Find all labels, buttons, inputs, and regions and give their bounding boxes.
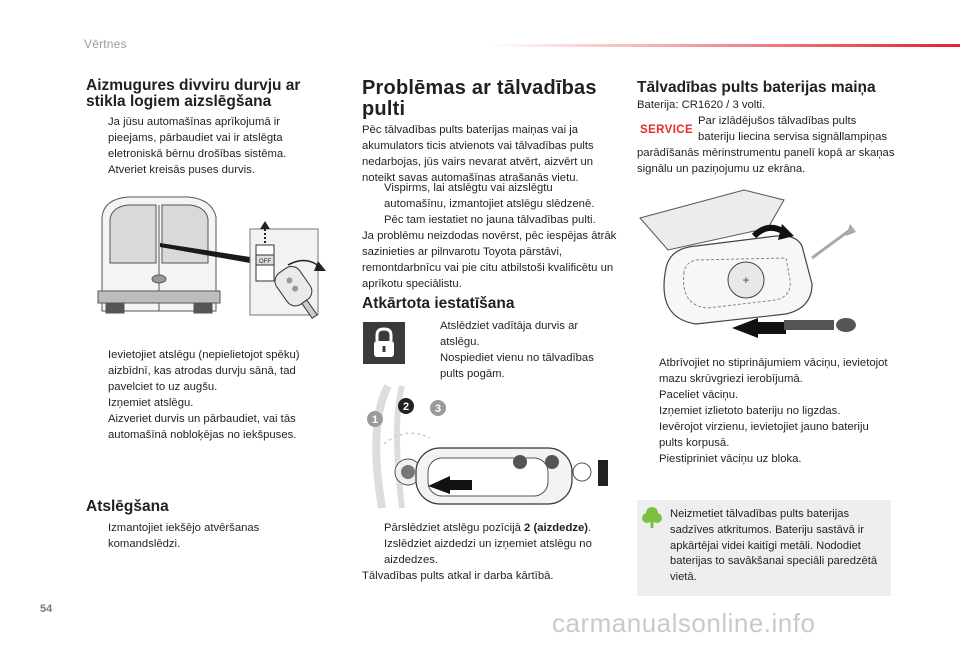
remote-problems-intro: Pēc tālvadības pults baterijas maiņas vai ja akumulators ticis atvienots vai tālvadības pults nedarbojas, jūs vairs nevarat atvērt, aizvērt un noteikt savas automašīnas atrašanās vietu. [362, 124, 594, 184]
eco-tree-icon [640, 505, 664, 529]
battery-change-bullets [637, 355, 895, 467]
rear-door-bullets-top [86, 114, 326, 178]
list-item: Izslēdziet aizdedzi un izņemiet atslēgu no aizdedzes. [384, 538, 592, 566]
service-text-rest: parādīšanās mērinstrumentu panelī kopā ar skaņas signālu un paziņojumu uz ekrāna. [637, 147, 895, 175]
step-3-label: 3 [434, 403, 442, 415]
battery-type: Baterija: CR1620 / 3 volti. [637, 99, 766, 111]
reset-final-bullets [362, 520, 620, 568]
lock-icon [363, 322, 405, 364]
service-text-line1: Par izlādējušos tālvadības pults [698, 115, 857, 127]
step-1-label: 1 [371, 414, 379, 426]
rear-door-lock-title: Aizmugures divviru durvju ar stikla logiem aizslēgšana [86, 77, 301, 111]
service-warning-icon: SERVICE [640, 124, 694, 136]
remote-problems-bullets [362, 180, 617, 228]
list-item: Ievietojiet atslēgu (nepielietojot spēku) aizbīdnī, kas atrodas durvju sānā, tad pavelciet to uz augšu. [108, 349, 300, 393]
list-item: Atbrīvojiet no stiprinājumiem vāciņu, ievietojot mazu skrūvgriezi ierobījumā. [659, 357, 888, 385]
list-item: Nospiediet vienu no tālvadības pults pogām. [440, 352, 594, 380]
page-number: 54 [40, 603, 53, 615]
van-rear-door-illustration [88, 193, 338, 323]
list-item: Piestipriniet vāciņu uz bloka. [659, 453, 802, 465]
list-item: Izmantojiet iekšējo atvēršanas komandslēdzi. [108, 522, 260, 550]
watermark: carmanualsonline.info [552, 608, 816, 638]
reset-final-text: Tālvadības pults atkal ir darba kārtībā. [362, 570, 554, 582]
ignition-key-illustration [362, 384, 614, 510]
reset-bullets [418, 318, 618, 382]
off-switch-label: OFF [259, 259, 271, 265]
reset-title: Atkārtota iestatīšana [362, 295, 515, 312]
unlocking-bullets [86, 520, 326, 552]
list-item: Aizveriet durvis un pārbaudiet, vai tās automašīnā nobloķējas no iekšpuses. [108, 413, 297, 441]
list-item: Pēc tam iestatiet no jauna tālvadības pulti. [384, 214, 596, 226]
unlocking-title: Atslēgšana [86, 498, 169, 515]
svg-text:+: + [742, 273, 750, 287]
remote-problems-outro: Ja problēmu neizdodas novērst, pēc iespējas ātrāk sazinieties ar pilnvarotu Toyota pārstāvi, remontdarbnīcu vai pie citu atbilstoši kvalificētu un aprīkotu speciālistu. [362, 230, 617, 290]
rear-door-bullets-bottom [86, 347, 326, 443]
header-accent-bar [490, 44, 960, 47]
remote-battery-illustration [636, 188, 858, 346]
list-item: Pārslēdziet atslēgu pozīcijā 2 (aizdedze). [384, 522, 592, 534]
list-item: Atveriet kreisās puses durvis. [108, 164, 255, 176]
list-item: Ja jūsu automašīnas aprīkojumā ir pieejams, pārbaudiet vai ir atslēgta eletroniskā bērnu drošības sistēma. [108, 116, 287, 160]
remote-problems-title: Problēmas ar tālvadības pulti [362, 77, 597, 120]
list-item: Vispirms, lai atslēgtu vai aizslēgtu automašīnu, izmantojiet atslēgu slēdzenē. [384, 182, 595, 210]
list-item: Izņemiet izlietoto bateriju no ligzdas. [659, 405, 841, 417]
eco-info-text: Neizmetiet tālvadības pults baterijas sadzīves atkritumos. Bateriju sastāvā ir apkārtējai videi kaitīgi metāli. Nododiet baterijas to savākšanai speciāli paredzētā vietā. [670, 508, 878, 584]
list-item: Ievērojot virzienu, ievietojiet jauno bateriju pults korpusā. [659, 421, 869, 449]
service-text-line2: bateriju liecina servisa signāllampiņas [698, 131, 888, 143]
step-2-label: 2 [402, 401, 410, 413]
battery-change-title: Tālvadības pults baterijas maiņa [637, 79, 876, 96]
list-item: Paceliet vāciņu. [659, 389, 739, 401]
section-label: Vērtnes [84, 37, 127, 51]
list-item: Atslēdziet vadītāja durvis ar atslēgu. [440, 320, 579, 348]
list-item: Izņemiet atslēgu. [108, 397, 194, 409]
